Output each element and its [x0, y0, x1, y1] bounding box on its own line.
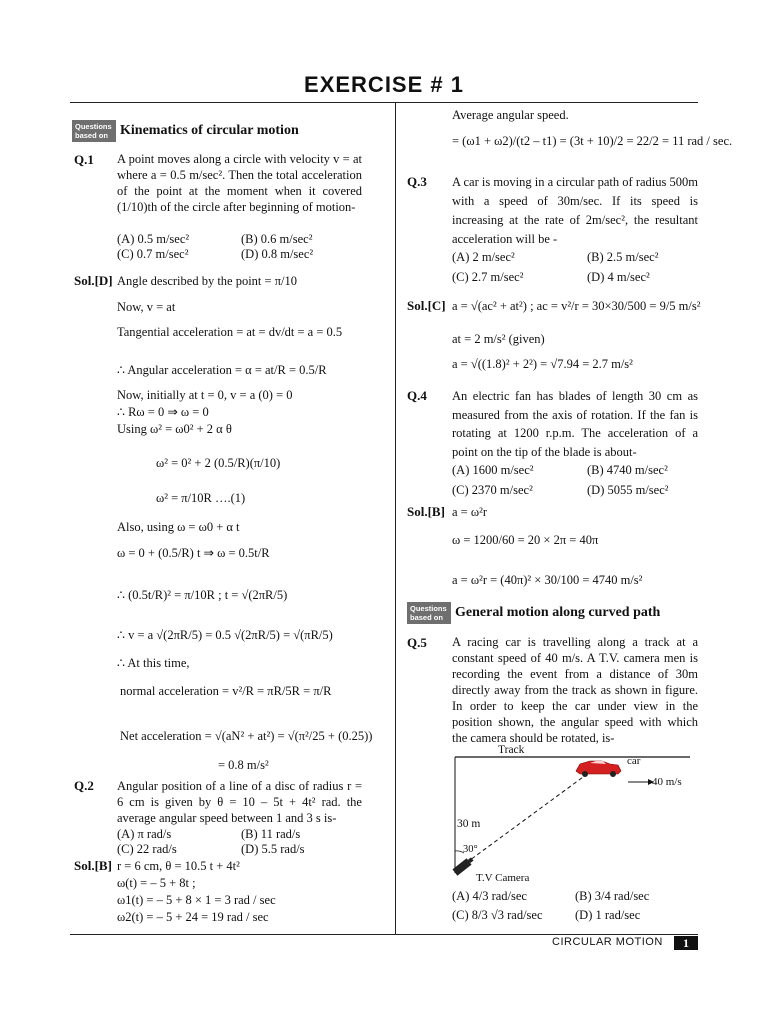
solution-line: Net acceleration = √(aN² + at²) = √(π²/25 + (0.25)): [120, 729, 373, 743]
solution-label: Sol.[B]: [407, 504, 445, 519]
solution-line: ∴ Angular acceleration = α = at/R = 0.5/R: [117, 363, 327, 377]
solution-line: ω(t) = – 5 + 8t ;: [117, 876, 196, 890]
solution-line: a = ω²r = (40π)² × 30/100 = 4740 m/s²: [452, 573, 643, 587]
speed-label: 40 m/s: [652, 776, 682, 788]
solution-line: ∴ At this time,: [117, 656, 190, 670]
question-number: Q.4: [407, 388, 427, 403]
option-d: (D) 0.8 m/sec²: [241, 247, 314, 261]
section-badge: Questions based on: [407, 602, 451, 624]
solution-line: Now, initially at t = 0, v = a (0) = 0: [117, 388, 293, 402]
option-c: (C) 2370 m/sec²: [452, 483, 533, 497]
question-text: Angular position of a line of a disc of radius r = 6 cm is given by θ = 10 – 5t + 4t² rad. the average angular speed between 1 and 3 s is-: [117, 779, 362, 825]
section-badge: Questions based on: [72, 120, 116, 142]
question-text: A racing car is travelling along a track at a constant speed of 40 m/s. A T.V. camera men is recording the event from a distance of 30m directly away from the track as shown in figure. In order to keep the car under view in the position shown, the angular speed with which the camera should be rotated, is-: [452, 635, 698, 745]
option-c: (C) 2.7 m/sec²: [452, 270, 524, 284]
angle-label: 30°: [463, 844, 478, 855]
solution-line: r = 6 cm, θ = 10.5 t + 4t²: [117, 859, 240, 873]
solution-label: Sol.[D]: [74, 273, 113, 288]
solution-line: = (ω1 + ω2)/(t2 – t1) = (3t + 10)/2 = 22/2 = 11 rad / sec.: [452, 134, 733, 148]
solution-line: ω² = 0² + 2 (0.5/R)(π/10): [156, 456, 281, 470]
section-title-kinematics: Kinematics of circular motion: [120, 123, 299, 138]
top-rule: [70, 102, 698, 103]
option-b: (B) 11 rad/s: [241, 827, 301, 841]
track-camera-figure: [440, 745, 696, 885]
option-c: (C) 8/3 √3 rad/sec: [452, 908, 543, 922]
question-text: An electric fan has blades of length 30 cm as measured from the axis of rotation. If the fan is rotating at 1200 r.p.m. The acceleration of a point on the tip of the blade is about-: [452, 389, 698, 459]
option-b: (B) 4740 m/sec²: [587, 463, 668, 477]
solution-line: ∴ (0.5t/R)² = π/10R ; t = √(2πR/5): [117, 588, 288, 602]
sight-line: [466, 769, 594, 863]
solution-line: ω = 1200/60 = 20 × 2π = 40π: [452, 533, 599, 547]
solution-line: ω = 0 + (0.5/R) t ⇒ ω = 0.5t/R: [117, 546, 270, 560]
bottom-rule: [70, 934, 698, 935]
page-number: 1: [674, 936, 698, 950]
solution-line: ω² = π/10R ….(1): [156, 491, 246, 505]
option-b: (B) 0.6 m/sec²: [241, 232, 313, 246]
car-label: car: [627, 755, 641, 767]
distance-label: 30 m: [457, 818, 481, 830]
solution-line: normal acceleration = v²/R = πR/5R = π/R: [120, 684, 332, 698]
solution-line: ω2(t) = – 5 + 24 = 19 rad / sec: [117, 910, 269, 924]
option-b: (B) 3/4 rad/sec: [575, 889, 650, 903]
footer-chapter: CIRCULAR MOTION: [552, 936, 663, 948]
solution-line: Also, using ω = ω0 + α t: [117, 520, 240, 534]
option-d: (D) 4 m/sec²: [587, 270, 650, 284]
camera-label: T.V Camera: [476, 872, 530, 884]
solution-line: ω1(t) = – 5 + 8 × 1 = 3 rad / sec: [117, 893, 276, 907]
option-d: (D) 5.5 rad/s: [241, 842, 305, 856]
option-c: (C) 0.7 m/sec²: [117, 247, 189, 261]
solution-line: Using ω² = ω0² + 2 α θ: [117, 422, 232, 436]
option-c: (C) 22 rad/s: [117, 842, 177, 856]
solution-line: at = 2 m/s² (given): [452, 332, 545, 346]
option-a: (A) 4/3 rad/sec: [452, 889, 527, 903]
column-divider: [395, 102, 396, 934]
page-title: EXERCISE # 1: [304, 72, 464, 97]
question-number: Q.2: [74, 778, 94, 793]
solution-label: Sol.[B]: [74, 858, 112, 873]
solution-line: Now, v = at: [117, 300, 176, 314]
section-title-general-motion: General motion along curved path: [455, 605, 661, 620]
option-a: (A) 2 m/sec²: [452, 250, 515, 264]
question-number: Q.1: [74, 152, 94, 167]
track-label: Track: [498, 744, 525, 756]
solution-label: Sol.[C]: [407, 298, 446, 313]
solution-line: Average angular speed.: [452, 108, 569, 122]
solution-line: ∴ Rω = 0 ⇒ ω = 0: [117, 405, 209, 419]
solution-line: ∴ v = a √(2πR/5) = 0.5 √(2πR/5) = √(πR/5): [117, 628, 333, 642]
solution-line: a = √(ac² + at²) ; ac = v²/r = 30×30/500 = 9/5 m/s²: [452, 299, 701, 313]
solution-line: a = √((1.8)² + 2²) = √7.94 = 2.7 m/s²: [452, 357, 633, 371]
question-text: A car is moving in a circular path of radius 500m with a speed of 30m/sec. If its speed is increasing at the rate of 2m/sec², the resultant acceleration will be -: [452, 175, 698, 246]
solution-line: Angle described by the point = π/10: [117, 274, 297, 288]
question-number: Q.5: [407, 635, 427, 650]
option-d: (D) 5055 m/sec²: [587, 483, 669, 497]
option-b: (B) 2.5 m/sec²: [587, 250, 659, 264]
option-a: (A) π rad/s: [117, 827, 172, 841]
solution-line: Tangential acceleration = at = dv/dt = a = 0.5: [117, 325, 343, 339]
option-d: (D) 1 rad/sec: [575, 908, 641, 922]
race-car: [576, 761, 621, 777]
question-text: A point moves along a circle with velocity v = at where a = 0.5 m/sec². Then the total acceleration of the point at the moment when it covered (1/10)th of the circle after beginning of motion-: [117, 152, 362, 214]
option-a: (A) 1600 m/sec²: [452, 463, 534, 477]
solution-line: a = ω²r: [452, 505, 487, 519]
question-number: Q.3: [407, 174, 427, 189]
camera-icon: [452, 856, 474, 876]
solution-line: = 0.8 m/s²: [218, 758, 269, 772]
option-a: (A) 0.5 m/sec²: [117, 232, 190, 246]
